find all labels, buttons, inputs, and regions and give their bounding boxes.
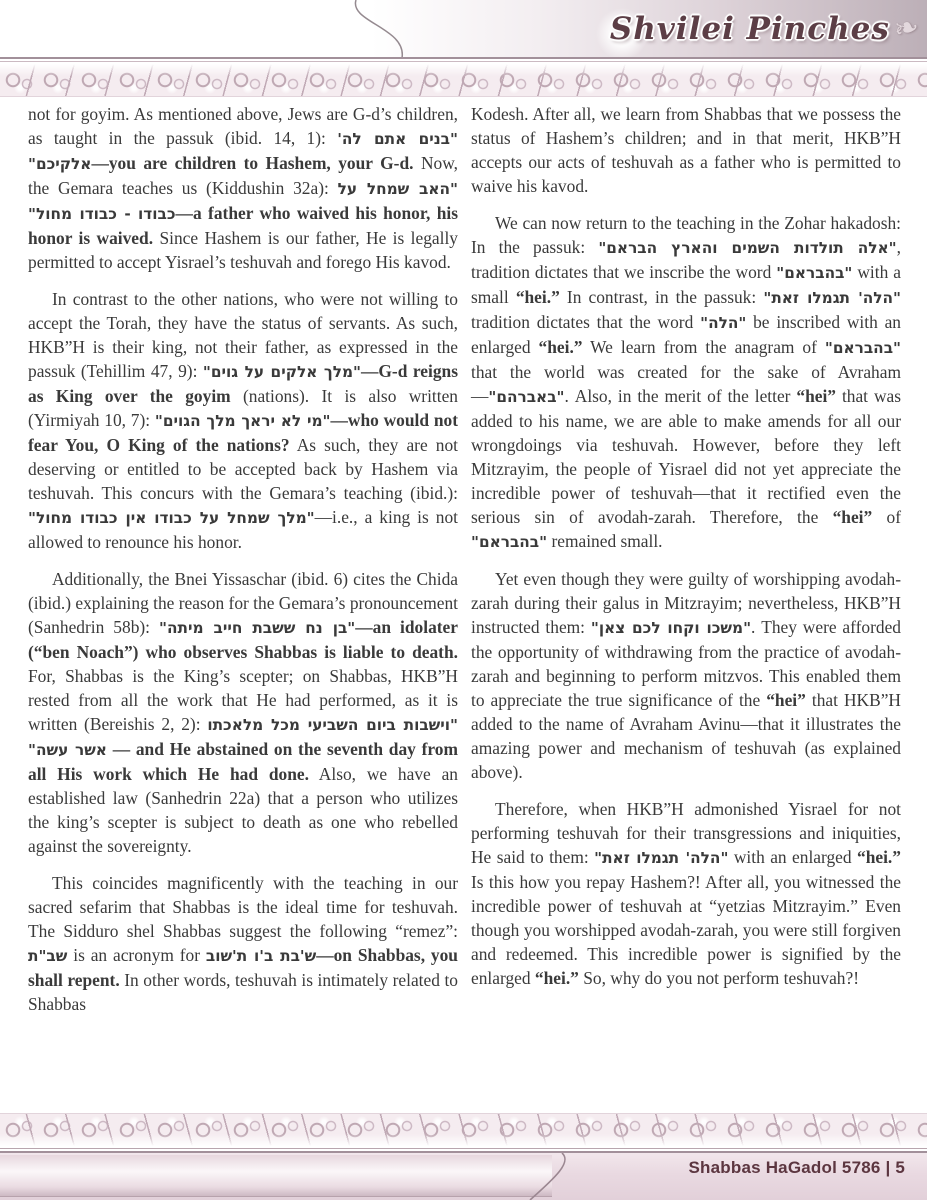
- text-run: Therefore, when HKB”H admonished Yisrael for not performing teshuvah for their transgressions and iniquities, He said to them:: [471, 799, 901, 867]
- hebrew-phrase: "באברהם": [488, 388, 565, 406]
- bold-text: — and He abstained on the seventh day from all His work which He had done.: [28, 739, 458, 784]
- bold-text: “hei”: [796, 386, 837, 406]
- hebrew-phrase: "וישבות ביום השביעי מכל מלאכתו אשר עשה": [28, 716, 458, 759]
- text-run: —i.e., a king is not allowed to renounce his honor.: [28, 507, 458, 552]
- footer-curl-line: [500, 1153, 600, 1200]
- text-run: of: [872, 507, 901, 527]
- lace-border-bottom: [0, 1113, 927, 1146]
- paragraph: [28, 102, 458, 274]
- text-run: Is this how you repay Hashem?! After all, you witnessed the incredible power of teshuvah at “yetzias Mitzrayim.” Even though you worshipped avodah-zarah, you were still forgiven and redeemed. This incredible power is signified by the enlarged: [471, 872, 901, 988]
- header-divider-line-thin: [0, 61, 927, 62]
- hebrew-phrase: שב"ת: [28, 947, 68, 965]
- paragraph: [471, 211, 901, 554]
- text-run: This coincides magnificently with the teaching in our sacred sefarim that Shabbas is the ideal time for teshuvah. The Sidduro shel Shabbas suggest the following “remez”:: [28, 873, 458, 941]
- bold-text: —you are children to Hashem, your G-d.: [91, 153, 414, 173]
- bold-text: —who would not fear You, O King of the nations?: [28, 410, 458, 455]
- hebrew-phrase: ש'בת ב'ו ת'שוב: [205, 947, 317, 965]
- text-run: We can now return to the teaching in the Zohar hakadosh: In the passuk:: [471, 213, 901, 257]
- text-run: Also, we have an established law (Sanhedrin 22a) that a person who utilizes the king’s scepter is subject to death as one who rebelled against the sovereignty.: [28, 764, 459, 856]
- text-run: In other words, teshuvah is intimately related to Shabbas: [28, 970, 458, 1014]
- footer-ribbon: [0, 1155, 552, 1197]
- text-run: that the world was created for the sake of Avraham—: [471, 362, 901, 406]
- bold-text: “hei.”: [538, 337, 583, 357]
- text-run: So, why do you not perform teshuvah?!: [578, 968, 860, 988]
- text-run: As such, they are not deserving or entitled to be accepted back by Hashem via teshuvah. This concurs with the Gemara’s teaching (ibid.):: [28, 435, 458, 503]
- bold-text: “hei”: [766, 690, 806, 710]
- paragraph: [471, 567, 901, 784]
- text-column-right: [471, 102, 901, 1029]
- lace-border-top: [0, 64, 927, 97]
- text-run: , tradition dictates that we inscribe the word: [471, 237, 901, 282]
- text-run: Additionally, the Bnei Yissaschar (ibid. 6) cites the Chida (ibid.) explaining the reason for the Gemara’s pronouncement (Sanhedrin 58b):: [28, 569, 458, 637]
- text-run: Now, the Gemara teaches us (Kiddushin 32a):: [28, 153, 458, 198]
- header-divider-line: [0, 57, 927, 59]
- publication-title: Shvilei Pinches: [609, 11, 890, 47]
- hebrew-phrase: "בהבראם": [471, 533, 548, 551]
- text-run: In contrast to the other nations, who were not willing to accept the Torah, they have the status of servants. As such, HKB”H is their king, not their father, as expressed in the passuk (Tehillim 47, 9):: [28, 289, 458, 381]
- hebrew-phrase: "האב שמחל על כבודו - כבודו מחול": [28, 180, 458, 223]
- bold-text: “hei”: [832, 507, 873, 527]
- hebrew-phrase: "מי לא יראך מלך הגוים": [154, 412, 331, 430]
- text-run: with a small: [471, 262, 901, 307]
- bold-text: “hei.”: [515, 287, 560, 307]
- hebrew-phrase: "הלה": [700, 314, 747, 332]
- text-run: We learn from the anagram of: [582, 337, 825, 357]
- bold-text: —a father who waived his honor, his honor is waived.: [28, 203, 459, 248]
- hebrew-phrase: "בן נח ששבת חייב מיתה": [159, 619, 356, 637]
- bold-text: —an idolater (“ben Noach”) who observes Shabbas is liable to death.: [28, 617, 458, 662]
- text-run: Yet even though they were guilty of worshipping avodah-zarah during their galus in Mitzrayim; nevertheless, HKB”H instructed them:: [471, 569, 901, 637]
- hebrew-phrase: "משכו וקחו לכם צאן": [590, 619, 752, 637]
- text-run: with an enlarged: [728, 847, 858, 867]
- bold-text: “hei.”: [857, 847, 901, 867]
- paragraph: [471, 102, 901, 198]
- paragraph: [28, 567, 458, 858]
- text-run: (nations). It is also written (Yirmiyah 10, 7):: [28, 386, 458, 430]
- title-area: [609, 0, 923, 58]
- text-run: . They were afforded the opportunity of withdrawing from the practice of avodah-zarah and beginning to perform mitzvos. This enabled them to appreciate the true significance of the: [471, 617, 901, 710]
- page-footer-label: Shabbas HaGadol 5786 | 5: [688, 1158, 905, 1177]
- hebrew-phrase: "בנים אתם לה' אלקיכם": [28, 130, 458, 173]
- text-run: . Also, in the merit of the letter: [564, 386, 797, 406]
- hebrew-phrase: "בהבראם": [776, 264, 853, 282]
- text-run: In contrast, in the passuk:: [559, 287, 764, 307]
- paragraph: [28, 871, 458, 1016]
- text-run: not for goyim. As mentioned above, Jews are G-d’s children, as taught in the passuk (ibid. 14, 1):: [28, 104, 458, 148]
- text-run: is an acronym for: [67, 945, 206, 965]
- footer-divider-line-thin: [0, 1148, 927, 1149]
- page-footer: [0, 1153, 927, 1200]
- swirl-ornament-icon: ❧: [890, 9, 923, 48]
- hebrew-phrase: "בהבראם": [824, 339, 901, 357]
- text-run: that was added to his name, we are able to make amends for all our wrongdoings via teshuvah. However, before they left Mitzrayim, the people of Yisrael did not yet appreciate the incredible power of teshuvah—that it rectified even the serious sin of avodah-zarah. Therefore, the: [471, 386, 901, 527]
- page-header: [0, 0, 927, 58]
- hebrew-phrase: "הלה' תגמלו זאת": [763, 289, 902, 307]
- text-run: Kodesh. After all, we learn from Shabbas that we possess the status of Hashem’s children; and in that merit, HKB”H accepts our acts of teshuvah as a father who is permitted to waive his kavod.: [471, 104, 901, 196]
- bold-text: “hei.”: [534, 968, 579, 988]
- text-column-left: [28, 102, 458, 1029]
- hebrew-phrase: "אלה תולדות השמים והארץ הבראם": [598, 239, 897, 257]
- paragraph: [471, 797, 901, 990]
- hebrew-phrase: "מלך שמחל על כבודו אין כבודו מחול": [28, 509, 315, 527]
- text-run: be inscribed with an enlarged: [471, 312, 901, 357]
- text-run: tradition dictates that the word: [471, 312, 701, 332]
- bold-text: —G-d reigns as King over the goyim: [28, 361, 458, 406]
- text-run: Since Hashem is our father, He is legally permitted to accept Yisrael’s teshuvah and forego His kavod.: [28, 228, 458, 272]
- text-run: For, Shabbas is the King’s scepter; on Shabbas, HKB”H rested from all the work that He had performed, as it is written (Bereishis 2, 2):: [28, 666, 458, 734]
- hebrew-phrase: "הלה' תגמלו זאת": [594, 849, 729, 867]
- page-body: [28, 102, 901, 1029]
- text-run: that HKB”H added to the name of Avraham Avinu—that it illustrates the amazing power and mechanism of teshuvah (as explained above).: [471, 690, 901, 782]
- text-run: remained small.: [547, 531, 663, 551]
- bold-text: —on Shabbas, you shall repent.: [28, 945, 458, 990]
- paragraph: [28, 287, 458, 554]
- hebrew-phrase: "מלך אלקים על גוים": [202, 363, 361, 381]
